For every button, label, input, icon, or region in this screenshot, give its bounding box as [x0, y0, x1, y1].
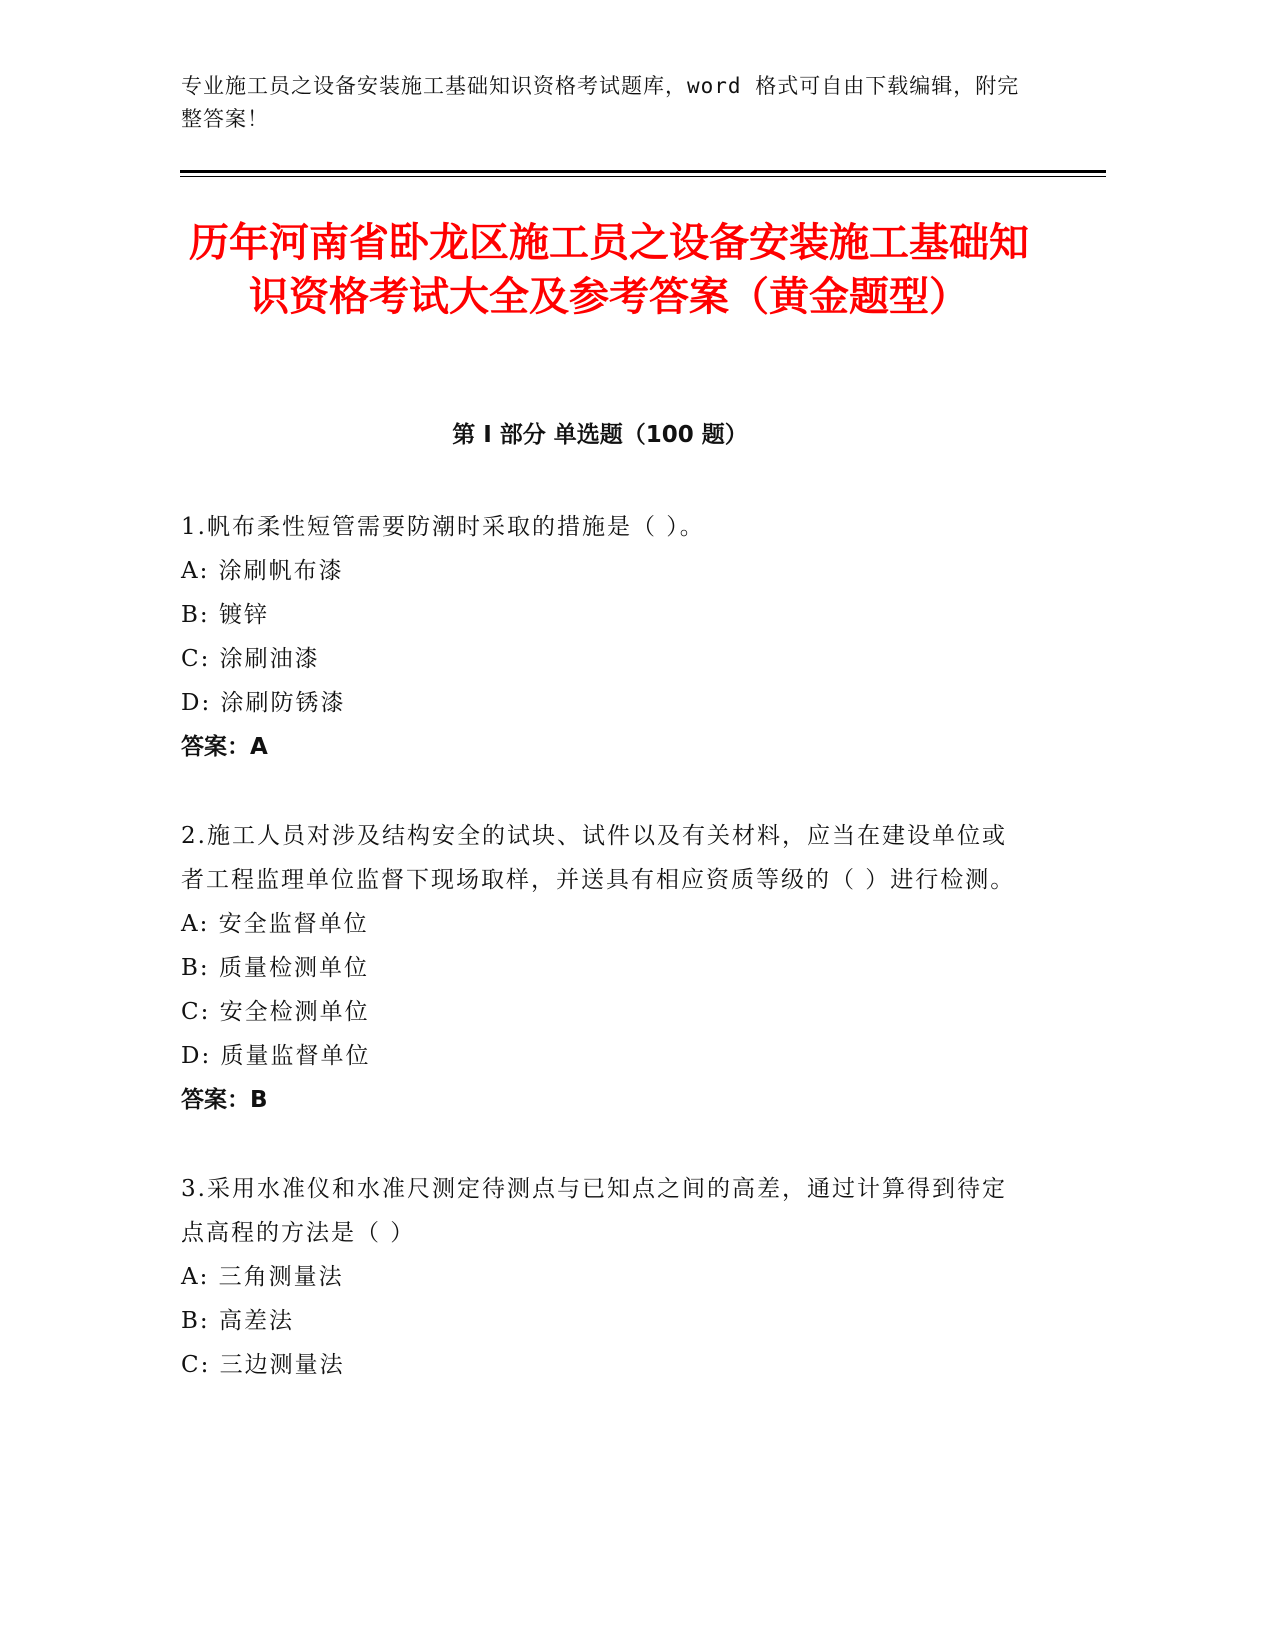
option-d: D: 涂刷防锈漆 — [181, 690, 346, 716]
section-title: 第 I 部分 单选题（100 题） — [452, 422, 748, 448]
question-list — [181, 505, 1021, 1432]
option-c: C: 三边测量法 — [181, 1352, 345, 1378]
option-b: B: 镀锌 — [181, 602, 269, 628]
header-note: 专业施工员之设备安装施工基础知识资格考试题库，word 格式可自由下载编辑，附完整答案！ — [181, 74, 1020, 131]
question-text: 3.采用水准仪和水准尺测定待测点与已知点之间的高差，通过计算得到待定点高程的方法是（ ） — [181, 1176, 1007, 1246]
question-3 — [181, 1167, 1021, 1387]
option-b: B: 质量检测单位 — [181, 955, 369, 981]
document-title: 历年河南省卧龙区施工员之设备安装施工基础知识资格考试大全及参考答案（黄金题型） — [189, 220, 1029, 320]
option-a: A: 三角测量法 — [181, 1264, 344, 1290]
option-b: B: 高差法 — [181, 1308, 294, 1334]
option-a: A: 安全监督单位 — [181, 911, 369, 937]
option-a: A: 涂刷帆布漆 — [181, 558, 344, 584]
header-divider-thin — [180, 176, 1106, 177]
answer: 答案：B — [181, 1087, 268, 1113]
question-1 — [181, 505, 1021, 769]
question-2 — [181, 814, 1021, 1122]
question-text: 1.帆布柔性短管需要防潮时采取的措施是（ ）。 — [181, 514, 705, 540]
answer: 答案：A — [181, 734, 268, 760]
question-text: 2.施工人员对涉及结构安全的试块、试件以及有关材料，应当在建设单位或者工程监理单位监督下现场取样，并送具有相应资质等级的（ ）进行检测。 — [181, 823, 1016, 893]
option-c: C: 安全检测单位 — [181, 999, 370, 1025]
header-divider-thick — [180, 170, 1106, 173]
option-c: C: 涂刷油漆 — [181, 646, 320, 672]
option-d: D: 质量监督单位 — [181, 1043, 371, 1069]
